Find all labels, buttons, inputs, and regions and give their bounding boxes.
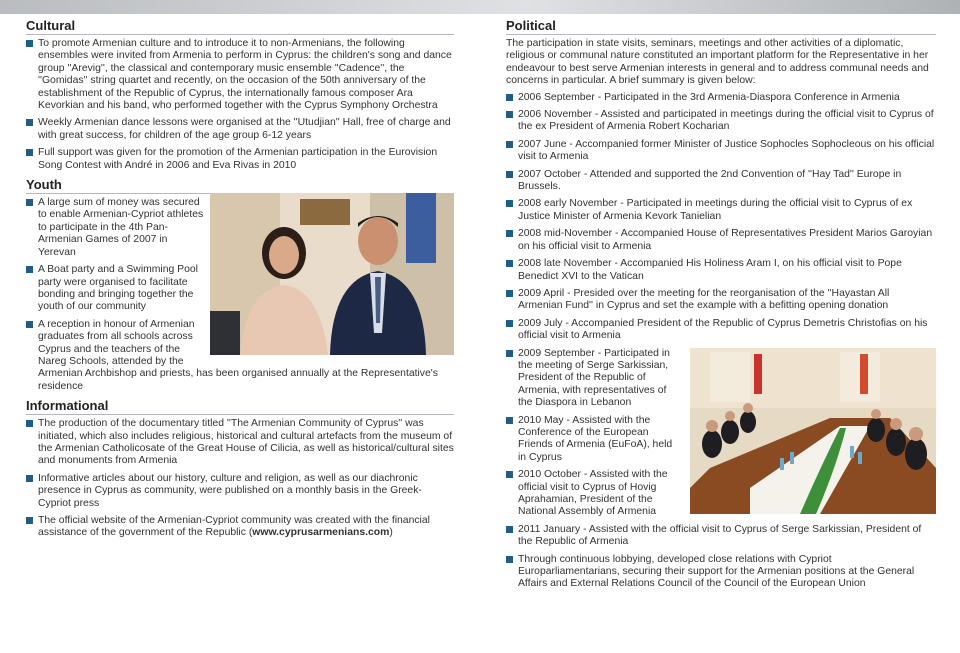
bullet-icon <box>26 321 33 328</box>
list-item-text: 2009 April - Presided over the meeting for the reorganisation of the ''Hayastan All Armenian Fund'' in Cyprus and set the example with a befitting opening donation <box>518 287 890 312</box>
list-item-text: Weekly Armenian dance lessons were organised at the ''Utudjian'' Hall, free of charge and with great success, for children of the age group 6-12 years <box>38 117 451 141</box>
list-item <box>26 264 454 314</box>
list-item-text: Informative articles about our history, culture and religion, as well as our diachronic presence in Cyprus as community, were published on a monthly basis in the Greek-Cypriot press <box>38 472 422 509</box>
list-item-text: Through continuous lobbying, developed close relations with Cypriot Europarliamentarians, securing their support for the Armenian positions at the General Affairs and External Relations Council of the Council of the European Union <box>518 553 915 590</box>
bullet-icon <box>506 417 513 424</box>
list-item <box>506 198 936 223</box>
list-item <box>26 147 454 172</box>
list-item-text: The production of the documentary titled ''The Armenian Community of Cyprus'' was initiated, which also includes religious, historical and cultural artefacts from the museum of the Armenian Catholicosate of the Great House of Cilicia, as well as historical/cultural sites and monuments from Armenia <box>38 418 454 467</box>
list-item <box>506 169 936 194</box>
bullet-icon <box>506 350 513 357</box>
bullet-icon <box>26 119 33 126</box>
bullet-icon <box>26 475 33 482</box>
list-item <box>506 139 936 164</box>
list-item-text: A Boat party and a Swimming Pool party were organised to facilitate bonding and bringing together the youth of our community <box>38 264 198 313</box>
list-item-text: 2010 October - Assisted with the official visit to Cyprus of Hovig Aprahamian, President of the National Assembly of Armenia <box>518 469 668 518</box>
bullet-icon <box>506 290 513 297</box>
informational-heading: Informational <box>26 398 454 415</box>
list-item <box>26 197 454 259</box>
left-column <box>26 18 454 545</box>
bullet-icon <box>26 517 33 524</box>
list-item-text: 2010 May - Assisted with the Conference of the European Friends of Armenia (EuFoA), held in Cyprus <box>518 414 673 463</box>
political-intro: The participation in state visits, seminars, meetings and other activities of a diplomatic, religious or communal nature constituted an important platform for the Representative in her endeavour to best serve Armenian interests in general and to address communal needs and concerns in particular. A brief summary is given below: <box>506 38 929 87</box>
bullet-icon <box>26 149 33 156</box>
bullet-icon <box>506 111 513 118</box>
list-item <box>506 524 936 549</box>
right-column <box>506 18 936 596</box>
list-item: The official website of the Armenian-Cypriot community was created with the financial assistance of the government of the Republic (www.cyprusarmenians.com) <box>26 515 454 540</box>
list-item <box>26 319 454 393</box>
bullet-icon <box>506 526 513 533</box>
youth-section <box>26 177 454 393</box>
list-item-text: 2006 November - Assisted and participated in meetings during the official visit to Cyprus of the ex President of Armenia Robert Kocharian <box>518 109 934 133</box>
list-item <box>506 554 936 591</box>
list-item-text: 2007 June - Accompanied former Minister of Justice Sophocles Sophocleous on his official visit to Armenia <box>518 138 935 163</box>
political-section <box>506 18 936 591</box>
list-item-text: Full support was given for the promotion of the Armenian participation in the Eurovision Song Contest with André in 2006 and Eva Rivas in 2010 <box>38 147 438 171</box>
bullet-icon <box>26 199 33 206</box>
bullet-icon <box>26 420 33 427</box>
website-link[interactable]: www.cyprusarmenians.com <box>252 527 390 539</box>
header-strip <box>0 0 960 14</box>
bullet-icon <box>506 230 513 237</box>
website-text: The official website of the Armenian-Cypriot community was created with the financial assistance of the government of the Republic <box>38 515 430 539</box>
list-item <box>26 473 454 510</box>
list-item-text: 2009 September - Participated in the meeting of Serge Sarkissian, President of the Republic of Armenia, with representatives of the Diaspora in Lebanon <box>518 347 670 409</box>
political-list <box>506 92 936 591</box>
list-item <box>26 117 454 142</box>
list-item <box>506 415 936 465</box>
list-item <box>506 92 936 104</box>
list-item-text: 2011 January - Assisted with the official visit to Cyprus of Serge Sarkissian, President of the Republic of Armenia <box>518 523 922 548</box>
list-item-text: A large sum of money was secured to enable Armenian-Cypriot athletes to participate in the 4th Pan-Armenian Games of 2007 in Yerevan <box>38 197 204 258</box>
bullet-icon <box>506 556 513 563</box>
informational-section <box>26 398 454 540</box>
list-item-text: 2008 early November - Participated in meetings during the official visit to Cyprus of ex Justice Minister of Armenia Kevork Tanielian <box>518 198 913 222</box>
list-item-text: 2008 mid-November - Accompanied House of Representatives President Marios Garoyian on his official visit to Armenia <box>518 228 933 252</box>
informational-list <box>26 418 454 540</box>
list-item-text: 2007 October - Attended and supported the 2nd Convention of ''Hay Tad'' Europe in Brussels. <box>518 168 902 193</box>
bullet-icon <box>506 94 513 101</box>
cultural-heading: Cultural <box>26 18 454 35</box>
cultural-list <box>26 38 454 172</box>
cultural-section <box>26 18 454 172</box>
list-item <box>506 258 936 283</box>
list-item-text: 2009 July - Accompanied President of the Republic of Cyprus Demetris Christofias on his official visit to Armenia <box>518 317 928 342</box>
list-item <box>506 348 936 410</box>
bullet-icon <box>506 471 513 478</box>
bullet-icon <box>26 40 33 47</box>
list-item <box>506 109 936 134</box>
list-item <box>506 288 936 313</box>
list-item-text: 2008 late November - Accompanied His Holiness Aram I, on his official visit to Pope Benedict XVI to the Vatican <box>518 258 902 282</box>
list-item-text: To promote Armenian culture and to introduce it to non-Armenians, the following ensembles were invited from Armenia to perform in Cyprus: the children's song and dance group ''Arevig'', the classical and contemporary music ensemble ''Cadence'', the ''Gomidas'' string quartet and recently, on the occasion of the 50th anniversary of the establishment of the Republic of Cyprus, the internationally famous composer Ara Kevorkian and his band, who performed together with the Cyprus Symphony Orchestra <box>38 38 452 112</box>
list-item-text: 2006 September - Participated in the 3rd Armenia-Diaspora Conference in Armenia <box>518 91 900 103</box>
list-item-text: A reception in honour of Armenian graduates from all schools across Cyprus and the teachers of the Nareg Schools, attended by the Armenian Archbishop and priests, has been organised annually at the Representative's residence <box>38 318 438 392</box>
bullet-icon <box>506 141 513 148</box>
bullet-icon <box>506 171 513 178</box>
list-item <box>506 469 936 519</box>
list-item <box>26 418 454 468</box>
list-item <box>506 228 936 253</box>
political-heading: Political <box>506 18 936 35</box>
list-item <box>506 318 936 343</box>
bullet-icon <box>506 260 513 267</box>
bullet-icon <box>506 320 513 327</box>
bullet-icon <box>26 266 33 273</box>
bullet-icon <box>506 200 513 207</box>
list-item <box>26 38 454 112</box>
youth-list <box>26 197 454 393</box>
youth-heading: Youth <box>26 177 454 194</box>
